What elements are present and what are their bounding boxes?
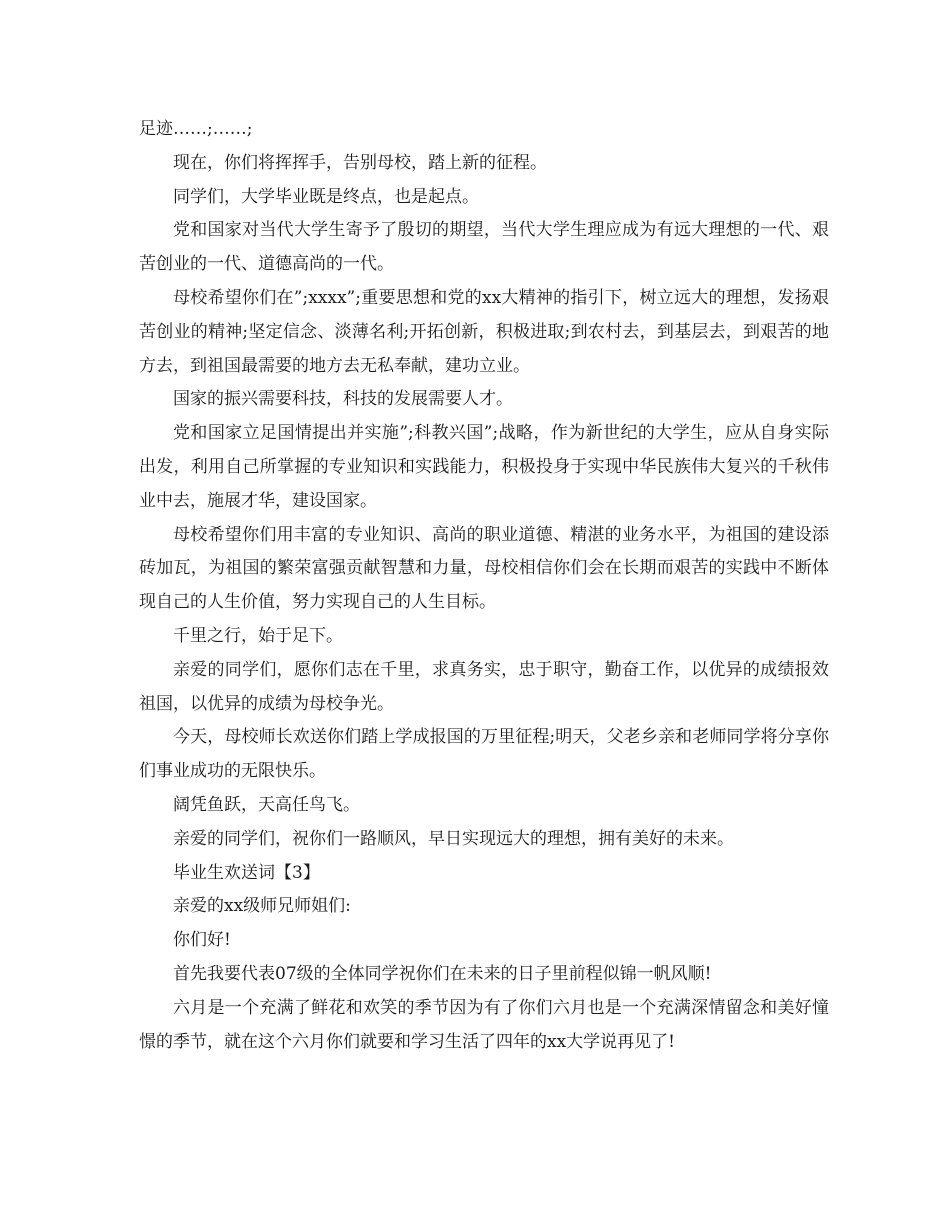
- paragraph-5: 母校希望你们在”;xxxx”;重要思想和党的xx大精神的指引下，树立远大的理想，发扬艰苦创业的精神;坚定信念、淡薄名利;开拓创新，积极进取;到农村去，到基层去，到艰苦的地方去，到祖国最需要的地方去无私奉献，建功立业。: [139, 287, 829, 376]
- salutation: 亲爱的xx级师兄师姐们:: [173, 896, 351, 917]
- paragraph-7: 党和国家立足国情提出并实施”;科教兴国”;战略，作为新世纪的大学生，应从自身实际出发，利用自己所掌握的专业知识和实践能力，积极投身于实现中华民族伟大复兴的千秋伟业中去，施展才华，建设国家。: [139, 423, 829, 511]
- paragraph-9: 千里之行，始于足下。: [173, 625, 343, 646]
- paragraph-17: 首先我要代表07级的全体同学祝你们在未来的日子里前程似锦一帆风顺!: [173, 963, 712, 984]
- paragraph-11: 今天，母校师长欢送你们踏上学成报国的万里征程;明天，父老乡亲和老师同学将分享你们事业成功的无限快乐。: [139, 727, 829, 782]
- paragraph-6: 国家的振兴需要科技，科技的发展需要人才。: [173, 389, 513, 410]
- document-body: [139, 113, 829, 1059]
- paragraph-2: 现在，你们将挥挥手，告别母校，踏上新的征程。: [173, 152, 547, 173]
- paragraph-18: 六月是一个充满了鲜花和欢笑的季节因为有了你们六月也是一个充满深情留念和美好憧憬的季节，就在这个六月你们就要和学习生活了四年的xx大学说再见了!: [139, 997, 829, 1052]
- paragraph-12: 阔凭鱼跃，天高任鸟飞。: [173, 794, 360, 815]
- paragraph-3: 同学们，大学毕业既是终点，也是起点。: [173, 186, 479, 207]
- greeting: 你们好!: [173, 930, 231, 951]
- paragraph-4: 党和国家对当代大学生寄予了殷切的期望，当代大学生理应成为有远大理想的一代、艰苦创业的一代、道德高尚的一代。: [139, 220, 829, 275]
- paragraph-13: 亲爱的同学们，祝你们一路顺风，早日实现远大的理想，拥有美好的未来。: [173, 828, 734, 849]
- section-heading: 毕业生欢送词【3】: [173, 862, 320, 883]
- paragraph-8: 母校希望你们用丰富的专业知识、高尚的职业道德、精湛的业务水平，为祖国的建设添砖加瓦，为祖国的繁荣富强贡献智慧和力量，母校相信你们会在长期而艰苦的实践中不断体现自己的人生价值，努力实现自己的人生目标。: [139, 524, 829, 613]
- paragraph-10: 亲爱的同学们，愿你们志在千里，求真务实，忠于职守，勤奋工作，以优异的成绩报效祖国，以优异的成绩为母校争光。: [139, 659, 829, 714]
- paragraph-1: 足迹……;……;: [139, 119, 253, 139]
